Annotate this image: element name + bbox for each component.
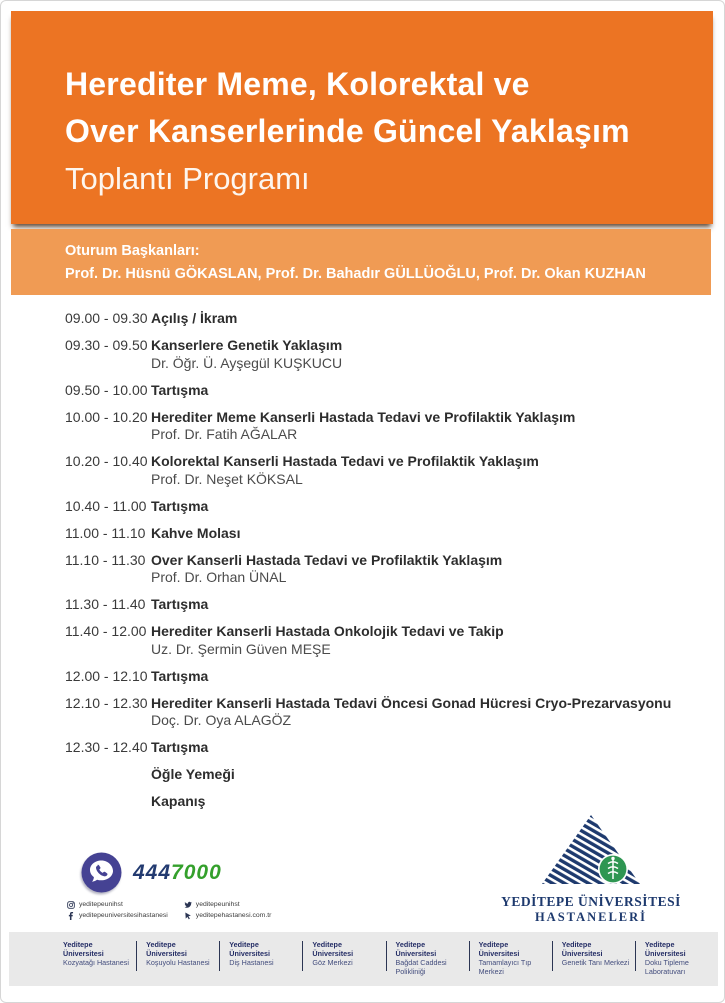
facebook-icon xyxy=(67,912,75,920)
hospital-branch-name: Tamamlayıcı Tıp Merkezi xyxy=(478,958,532,976)
chairs-names: Prof. Dr. Hüsnü GÖKASLAN, Prof. Dr. Bahadır GÜLLÜOĞLU, Prof. Dr. Okan KUZHAN xyxy=(65,266,646,282)
hospital-university-name: Yeditepe Üniversitesi xyxy=(478,940,520,958)
social-item xyxy=(67,910,168,921)
schedule-time: 12.00 - 12.10 xyxy=(65,667,148,684)
schedule-time: 10.00 - 10.20 xyxy=(65,408,148,425)
hospital-branch-name: Koşuyolu Hastanesi xyxy=(146,958,210,967)
schedule-speaker: Prof. Dr. Orhan ÜNAL xyxy=(151,569,287,585)
schedule-speaker: Prof. Dr. Fatih AĞALAR xyxy=(151,426,298,442)
social-handle: yeditepeuniversitesihastanesi xyxy=(79,912,168,919)
hospital-item xyxy=(552,940,635,986)
schedule-row xyxy=(65,623,677,658)
hospital-branch-name: Bağdat Caddesi Polikliniği xyxy=(395,958,447,976)
schedule-entry xyxy=(151,596,677,614)
schedule-time: 09.00 - 09.30 xyxy=(65,310,148,326)
hospital-university-name: Yeditepe Üniversitesi xyxy=(229,940,270,958)
schedule-row xyxy=(65,668,677,686)
title-line-1: Herediter Meme, Kolorektal ve xyxy=(65,66,530,102)
schedule-row xyxy=(65,409,677,444)
schedule-title: Açılış / İkram xyxy=(151,310,238,326)
hospital-university-name: Yeditepe Üniversitesi xyxy=(146,940,187,958)
schedule-title: Öğle Yemeği xyxy=(151,766,235,782)
schedule-entry xyxy=(151,337,677,372)
schedule-speaker: Uz. Dr. Şermin Güven MEŞE xyxy=(151,640,331,657)
session-chairs-band xyxy=(11,229,711,295)
schedule-entry xyxy=(151,525,677,543)
schedule-title: Herediter Kanserli Hastada Tedavi Öncesi Gonad Hücresi Cryo-Prezarvasyonu xyxy=(151,694,672,711)
schedule-entry xyxy=(151,793,677,811)
schedule-row xyxy=(65,453,677,488)
schedule-time: 10.20 - 10.40 xyxy=(65,453,148,469)
schedule-entry xyxy=(151,382,677,400)
schedule-title: Kolorektal Kanserli Hastada Tedavi ve Profilaktik Yaklaşım xyxy=(151,453,539,469)
schedule-time: 12.10 - 12.30 xyxy=(65,694,148,711)
schedule-entry xyxy=(151,623,677,658)
hospital-item xyxy=(469,940,552,986)
hospital-branch-name: Diş Hastanesi xyxy=(229,958,274,967)
schedule-title: Kanserlere Genetik Yaklaşım xyxy=(151,337,343,353)
schedule-row xyxy=(65,695,677,730)
schedule-time: 11.00 - 11.10 xyxy=(65,524,146,541)
schedule-row xyxy=(65,739,677,757)
schedule-row xyxy=(65,382,677,400)
schedule-time: 11.10 - 11.30 xyxy=(65,551,146,568)
schedule-time xyxy=(65,766,151,784)
schedule-time: 09.50 - 10.00 xyxy=(65,381,148,398)
schedule-row xyxy=(65,525,677,543)
social-links xyxy=(67,899,271,921)
schedule-entry xyxy=(151,766,677,784)
schedule-time: 09.30 - 09.50 xyxy=(65,337,148,353)
hospital-item xyxy=(53,940,136,986)
schedule-title: Herediter Meme Kanserli Hastada Tedavi ve Profilaktik Yaklaşım xyxy=(151,408,576,425)
yeditepe-hospitals-logo xyxy=(501,814,681,925)
schedule-title: Tartışma xyxy=(151,739,209,755)
title-line-2: Over Kanserlerinde Güncel Yaklaşım xyxy=(65,113,630,149)
social-item xyxy=(184,899,272,910)
phone-number-part1: 444 xyxy=(133,860,172,884)
schedule-title: Tartışma xyxy=(151,596,209,612)
schedule-time: 10.40 - 11.00 xyxy=(65,497,147,514)
schedule-speaker: Doç. Dr. Oya ALAGÖZ xyxy=(151,712,292,728)
schedule-row xyxy=(65,552,677,587)
header-banner xyxy=(11,11,713,224)
logo-text-hospitals: HASTANELERİ xyxy=(534,910,648,924)
instagram-icon xyxy=(67,901,75,909)
schedule-title: Over Kanserli Hastada Tedavi ve Profilaktik Yaklaşım xyxy=(151,551,503,568)
schedule-entry xyxy=(151,739,677,757)
social-handle: yeditepehastanesi.com.tr xyxy=(195,912,272,919)
schedule-entry xyxy=(151,498,677,516)
schedule-row xyxy=(65,337,677,372)
hospital-university-name: Yeditepe Üniversitesi xyxy=(312,940,354,958)
hospital-university-name: Yeditepe Üniversitesi xyxy=(395,940,437,958)
hospital-item xyxy=(635,940,718,986)
schedule-list xyxy=(65,310,677,820)
schedule-title: Herediter Kanserli Hastada Onkolojik Tedavi ve Takip xyxy=(151,623,504,639)
yeditepe-triangle-caduceus-logo-icon xyxy=(537,873,645,890)
hospital-university-name: Yeditepe Üniversitesi xyxy=(561,940,603,958)
logo-text-university: YEDİTEPE ÜNİVERSİTESİ xyxy=(501,894,681,909)
schedule-entry xyxy=(151,409,677,444)
hospital-branch-name: Genetik Tanı Merkezi xyxy=(561,958,630,967)
schedule-title: Tartışma xyxy=(151,667,209,684)
hospitals-bar xyxy=(9,932,718,986)
schedule-row xyxy=(65,766,677,784)
schedule-speaker: Dr. Öğr. Ü. Ayşegül KUŞKUCU xyxy=(151,354,343,371)
schedule-title: Tartışma xyxy=(151,381,209,398)
schedule-row xyxy=(65,498,677,516)
phone-number-part2: 7000 xyxy=(171,860,222,884)
schedule-speaker: Prof. Dr. Neşet KÖKSAL xyxy=(151,470,303,487)
schedule-row xyxy=(65,793,677,811)
social-item xyxy=(184,910,272,921)
hospital-branch-name: Kozyatağı Hastanesi xyxy=(63,958,129,967)
hospital-item xyxy=(219,940,302,986)
schedule-time xyxy=(65,793,151,811)
schedule-entry xyxy=(151,310,677,328)
cursor-icon xyxy=(184,912,192,920)
social-handle: yeditepeunihst xyxy=(79,901,123,908)
schedule-time: 11.30 - 11.40 xyxy=(65,596,146,612)
schedule-entry xyxy=(151,668,677,686)
subtitle: Toplantı Programı xyxy=(65,161,310,196)
social-handle: yeditepeunihst xyxy=(195,901,240,908)
schedule-entry xyxy=(151,453,677,488)
schedule-row xyxy=(65,596,677,614)
schedule-title: Kahve Molası xyxy=(151,524,241,541)
chairs-label: Oturum Başkanları: xyxy=(65,243,200,259)
schedule-entry xyxy=(151,695,677,730)
schedule-time: 11.40 - 12.00 xyxy=(65,623,147,639)
schedule-title: Tartışma xyxy=(151,497,209,514)
hospital-item xyxy=(136,940,219,986)
schedule-title: Kapanış xyxy=(151,793,206,809)
hospital-item xyxy=(302,940,385,986)
hospital-branch-name: Göz Merkezi xyxy=(312,958,353,967)
schedule-entry xyxy=(151,552,677,587)
viber-phone-icon xyxy=(81,852,122,893)
phone-number xyxy=(133,861,222,885)
twitter-icon xyxy=(184,901,192,909)
hospital-item xyxy=(386,940,469,986)
hospital-branch-name: Doku Tipleme Laboratuvarı xyxy=(644,958,689,976)
phone-block xyxy=(81,852,222,893)
social-item xyxy=(67,899,168,910)
schedule-time: 12.30 - 12.40 xyxy=(65,739,148,755)
schedule-row xyxy=(65,310,677,328)
hospital-university-name: Yeditepe Üniversitesi xyxy=(644,940,686,958)
hospital-university-name: Yeditepe Üniversitesi xyxy=(63,940,104,958)
